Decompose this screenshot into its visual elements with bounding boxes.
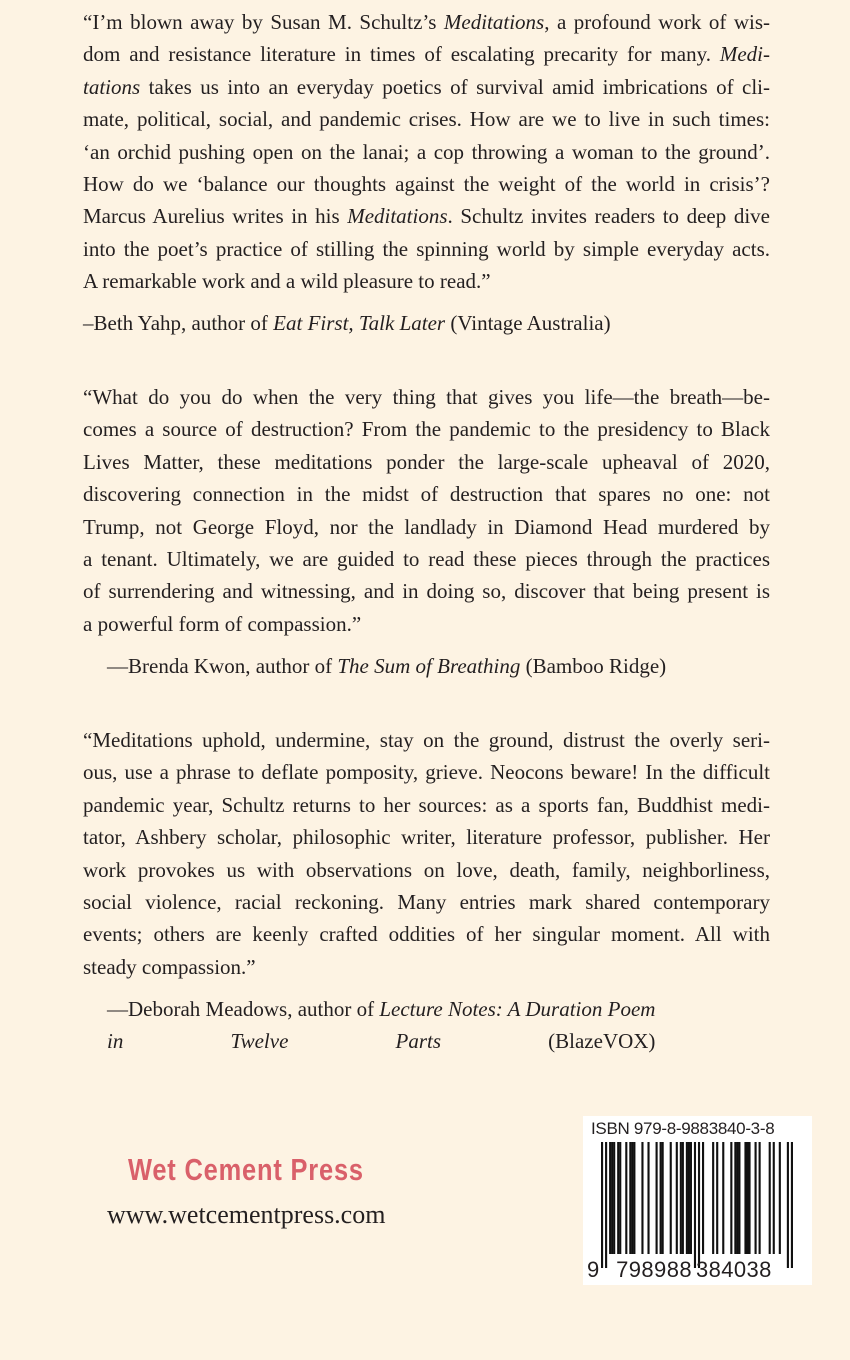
attribution-beth-yahp: [83, 307, 611, 339]
barcode-bar: [656, 1142, 658, 1254]
text-segment: social violence, racial reckoning. Many entries mark shared contemporary: [83, 890, 770, 915]
attribution-line: [107, 1025, 655, 1057]
text-line: [83, 951, 770, 983]
barcode-bar: [686, 1142, 688, 1254]
text-line: [83, 789, 770, 821]
text-segment: Trump, not George Floyd, nor the landlady in Diamond Head murdered by: [83, 514, 770, 539]
barcode-bar: [676, 1142, 678, 1254]
text-segment: How do we ‘balance our thoughts against the weight of the world in crisis’?: [83, 172, 770, 197]
barcode-bar: [682, 1142, 684, 1254]
barcode-bar: [660, 1142, 662, 1254]
barcode-bar: [617, 1142, 619, 1254]
barcode-bar: [698, 1142, 700, 1268]
attribution-line: [107, 650, 666, 682]
attribution-line: [83, 307, 611, 339]
text-line: [83, 38, 770, 70]
barcode-bar: [716, 1142, 718, 1254]
text-line: [83, 136, 770, 168]
text-segment: –Beth Yahp, author of: [83, 311, 274, 335]
barcode-bar: [613, 1142, 615, 1254]
italic-title: Medi-: [719, 42, 770, 67]
barcode-bar: [769, 1142, 771, 1254]
text-line: [83, 511, 770, 543]
barcode-bar: [736, 1142, 738, 1254]
text-segment: work provokes us with observations on love, death, family, neighborliness,: [83, 857, 770, 882]
barcode-bar: [690, 1142, 692, 1254]
italic-title: in Twelve Parts: [107, 1029, 442, 1054]
text-segment: “I’m blown away by Susan M. Schultz’s: [83, 10, 444, 34]
text-segment: tator, Ashbery scholar, philosophic writer, literature professor, publisher. Her: [83, 825, 770, 850]
barcode-bar: [670, 1142, 672, 1254]
barcode-bar: [609, 1142, 611, 1254]
barcode-bar: [601, 1142, 603, 1268]
isbn-barcode: [583, 1116, 812, 1285]
barcode-bar: [722, 1142, 724, 1254]
text-segment: steady compassion.”: [83, 954, 256, 979]
text-segment: Lives Matter, these meditations ponder the large-scale upheaval of 2020,: [83, 449, 770, 474]
text-segment: (Bamboo Ridge): [520, 654, 667, 678]
text-segment: comes a source of destruction? From the pandemic to the presidency to Black: [83, 417, 770, 442]
barcode-bar: [712, 1142, 714, 1254]
text-segment: discovering connection in the midst of destruction that spares no one: not: [83, 482, 770, 507]
text-segment: Marcus Aurelius writes in his: [83, 204, 348, 229]
attribution-brenda-kwon: [107, 650, 666, 682]
text-line: [83, 854, 770, 886]
text-segment: (BlazeVOX): [441, 1029, 656, 1054]
isbn-label: ISBN 979-8-9883840-3-8: [591, 1119, 775, 1138]
text-segment: , a profound work of wis-: [544, 10, 771, 34]
text-segment: “What do you do when the very thing that gives you life—the breath—be-: [83, 385, 770, 409]
barcode-bar: [759, 1142, 761, 1254]
text-segment: “Meditations uphold, undermine, stay on the ground, distrust the overly seri-: [83, 728, 770, 752]
ean-left-group: 798988: [616, 1257, 692, 1282]
text-segment: a powerful form of compassion.”: [83, 611, 362, 636]
publisher-logo: Wet Cement Press: [128, 1152, 364, 1187]
text-line: [83, 200, 770, 232]
text-line: [83, 381, 770, 413]
ean-right-group: 384038: [695, 1257, 772, 1282]
text-line: [83, 886, 770, 918]
text-line: [83, 413, 770, 445]
barcode-bar: [641, 1142, 643, 1254]
text-segment: a tenant. Ultimately, we are guided to read these pieces through the practices: [83, 547, 770, 572]
barcode-bar: [680, 1142, 682, 1254]
text-line: [83, 6, 770, 38]
barcode-bar: [746, 1142, 748, 1254]
text-line: [83, 543, 770, 575]
text-segment: dom and resistance literature in times of escalating precarity for many.: [83, 42, 720, 67]
barcode-bar: [744, 1142, 746, 1254]
text-segment: events; others are keenly crafted oddities of her singular moment. All with: [83, 922, 770, 947]
italic-title: Meditations: [347, 204, 448, 229]
barcode-bar: [647, 1142, 649, 1254]
barcode-bar: [629, 1142, 631, 1254]
barcode-bar: [779, 1142, 781, 1254]
italic-title: Eat First, Talk Later: [273, 311, 446, 335]
barcode-bar: [734, 1142, 736, 1254]
text-segment: takes us into an everyday poetics of survival amid imbrications of cli-: [140, 74, 770, 99]
text-line: [83, 756, 770, 788]
text-line: [83, 608, 770, 640]
barcode-bar: [625, 1142, 627, 1254]
barcode-bar: [730, 1142, 732, 1254]
text-line: [83, 724, 770, 756]
text-segment: pandemic year, Schultz returns to her sources: as a sports fan, Buddhist medi-: [83, 792, 770, 817]
text-segment: (Vintage Australia): [445, 311, 611, 335]
text-line: [83, 575, 770, 607]
text-segment: A remarkable work and a wild pleasure to read.”: [83, 269, 491, 294]
text-segment: mate, political, social, and pandemic crises. How are we to live in such times:: [83, 107, 770, 132]
text-line: [83, 446, 770, 478]
text-line: [83, 265, 770, 297]
barcode-bar: [605, 1142, 607, 1268]
barcode-bar: [791, 1142, 793, 1268]
barcode-bar: [694, 1142, 696, 1268]
text-line: [83, 71, 770, 103]
blurb-brenda-kwon: [83, 381, 770, 640]
barcode-bar: [688, 1142, 690, 1254]
text-segment: —Brenda Kwon, author of: [107, 654, 338, 678]
italic-title: Lecture Notes: A Duration Poem: [379, 997, 656, 1021]
blurb-beth-yahp: [83, 6, 770, 298]
italic-title: Meditations: [443, 10, 545, 34]
barcode-bar: [662, 1142, 664, 1254]
barcode-bar: [748, 1142, 750, 1254]
ean-first-digit: 9: [587, 1257, 600, 1282]
barcode-bar: [773, 1142, 775, 1254]
barcode-bars: [583, 1142, 812, 1268]
text-line: [83, 918, 770, 950]
blurb-deborah-meadows: [83, 724, 770, 983]
text-segment: —Deborah Meadows, author of: [107, 997, 380, 1021]
italic-title: The Sum of Breathing: [337, 654, 521, 678]
attribution-line: [107, 993, 655, 1025]
barcode-bar: [633, 1142, 635, 1254]
text-segment: into the poet’s practice of stilling the spinning world by simple everyday acts.: [83, 236, 770, 261]
italic-title: tations: [83, 74, 141, 99]
text-segment: . Schultz invites readers to deep dive: [447, 204, 770, 229]
text-line: [83, 233, 770, 265]
barcode-bar: [755, 1142, 757, 1254]
barcode-bar: [738, 1142, 740, 1254]
text-segment: of surrendering and witnessing, and in doing so, discover that being present is: [83, 579, 770, 604]
text-line: [83, 821, 770, 853]
text-line: [83, 103, 770, 135]
text-segment: ‘an orchid pushing open on the lanai; a cop throwing a woman to the ground’.: [83, 139, 770, 164]
barcode-bar: [702, 1142, 704, 1254]
attribution-deborah-meadows: [107, 993, 655, 1058]
barcode-bar: [631, 1142, 633, 1254]
text-segment: ous, use a phrase to deflate pomposity, grieve. Neocons beware! In the difficult: [83, 760, 770, 785]
barcode-bar: [787, 1142, 789, 1268]
text-line: [83, 168, 770, 200]
barcode-bar: [619, 1142, 621, 1254]
ean-digits: [587, 1257, 772, 1283]
text-line: [83, 478, 770, 510]
publisher-url[interactable]: www.wetcementpress.com: [107, 1200, 386, 1229]
barcode-bar: [611, 1142, 613, 1254]
